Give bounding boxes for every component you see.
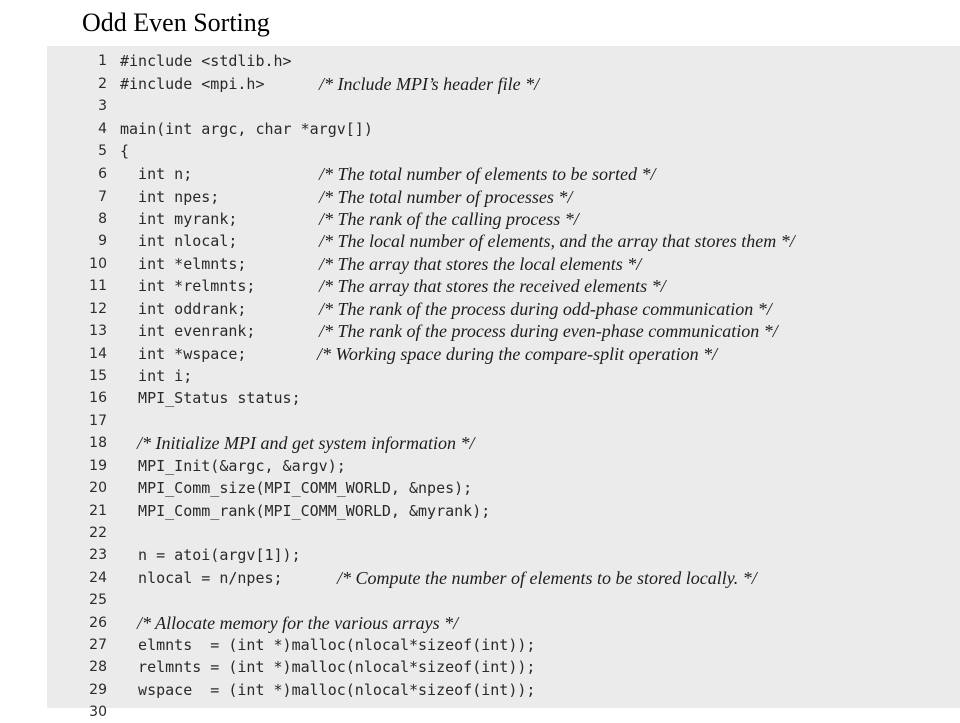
- code-line: [47, 230, 960, 252]
- code-line: [47, 253, 960, 275]
- code-comment: /* Compute the number of elements to be stored locally. */: [337, 568, 757, 588]
- line-number: 30: [89, 704, 107, 720]
- line-number: 29: [89, 682, 107, 698]
- line-number: 27: [89, 637, 107, 653]
- code-line: [47, 432, 960, 454]
- code-text: #include <mpi.h>: [120, 75, 265, 93]
- code-text: {: [120, 142, 130, 160]
- line-number: 23: [89, 547, 107, 563]
- code-listing: [47, 46, 960, 720]
- code-line: [47, 500, 960, 522]
- code-line: [47, 365, 960, 387]
- code-line: [47, 477, 960, 499]
- code-text: int *elmnts;: [120, 255, 247, 273]
- line-number: 21: [89, 503, 107, 519]
- line-number: 25: [89, 592, 107, 608]
- code-line: [47, 343, 960, 365]
- code-line: [47, 95, 960, 117]
- line-number: 11: [89, 278, 107, 294]
- line-number: 5: [98, 143, 107, 159]
- slide-title: Odd Even Sorting: [82, 8, 270, 37]
- line-number: 8: [98, 211, 107, 227]
- code-text: main(int argc, char *argv[]): [120, 120, 373, 138]
- code-line: [47, 275, 960, 297]
- code-line: [47, 701, 960, 723]
- code-text: int npes;: [120, 188, 220, 206]
- line-number: 24: [89, 570, 107, 586]
- code-comment: /* Allocate memory for the various arrays */: [137, 613, 459, 633]
- code-comment: /* The array that stores the local elements */: [319, 254, 642, 274]
- code-text: MPI_Comm_rank(MPI_COMM_WORLD, &myrank);: [120, 502, 491, 520]
- line-number: 18: [89, 435, 107, 451]
- code-line: [47, 163, 960, 185]
- code-line: [47, 410, 960, 432]
- code-comment: /* Include MPI’s header file */: [319, 74, 540, 94]
- line-number: 28: [89, 659, 107, 675]
- code-line: [47, 522, 960, 544]
- code-line: [47, 73, 960, 95]
- line-number: 12: [89, 301, 107, 317]
- code-text: int i;: [120, 367, 193, 385]
- line-number: 9: [98, 233, 107, 249]
- code-line: [47, 298, 960, 320]
- code-line: [47, 140, 960, 162]
- line-number: 20: [89, 480, 107, 496]
- line-number: 16: [89, 390, 107, 406]
- code-line: [47, 656, 960, 678]
- line-number: 13: [89, 323, 107, 339]
- code-line: [47, 567, 960, 589]
- code-line: [47, 387, 960, 409]
- code-text: elmnts = (int *)malloc(nlocal*sizeof(int));: [120, 636, 536, 654]
- line-number: 6: [98, 166, 107, 182]
- line-number: 14: [89, 346, 107, 362]
- code-line: [47, 118, 960, 140]
- code-comment: /* The array that stores the received elements */: [319, 276, 666, 296]
- code-text: int myrank;: [120, 210, 238, 228]
- code-line: [47, 679, 960, 701]
- code-line: [47, 544, 960, 566]
- line-number: 19: [89, 458, 107, 474]
- line-number: 15: [89, 368, 107, 384]
- code-text: #include <stdlib.h>: [120, 52, 292, 70]
- code-comment: /* Working space during the compare-split operation */: [317, 344, 718, 364]
- line-number: 7: [98, 189, 107, 205]
- code-text: int *wspace;: [120, 345, 247, 363]
- code-comment: /* The total number of processes */: [319, 187, 573, 207]
- code-comment: /* The local number of elements, and the array that stores them */: [319, 231, 795, 251]
- code-text: int oddrank;: [120, 300, 247, 318]
- code-text: wspace = (int *)malloc(nlocal*sizeof(int));: [120, 681, 536, 699]
- line-number: 22: [89, 525, 107, 541]
- code-line: [47, 320, 960, 342]
- line-number: 4: [98, 121, 107, 137]
- code-line: [47, 455, 960, 477]
- line-number: 17: [89, 413, 107, 429]
- code-line: [47, 186, 960, 208]
- code-comment: /* The total number of elements to be sorted */: [319, 164, 656, 184]
- code-text: int evenrank;: [120, 322, 256, 340]
- code-text: n = atoi(argv[1]);: [120, 546, 301, 564]
- code-line: [47, 50, 960, 72]
- line-number: 2: [98, 76, 107, 92]
- code-text: MPI_Status status;: [120, 389, 301, 407]
- code-comment: /* Initialize MPI and get system information */: [137, 433, 475, 453]
- line-number: 10: [89, 256, 107, 272]
- code-text: int n;: [120, 165, 193, 183]
- code-text: int nlocal;: [120, 232, 238, 250]
- code-line: [47, 612, 960, 634]
- line-number: 26: [89, 615, 107, 631]
- code-text: MPI_Init(&argc, &argv);: [120, 457, 346, 475]
- code-text: nlocal = n/npes;: [120, 569, 283, 587]
- code-comment: /* The rank of the calling process */: [319, 209, 579, 229]
- code-line: [47, 634, 960, 656]
- line-number: 3: [98, 98, 107, 114]
- code-comment: /* The rank of the process during odd-phase communication */: [319, 299, 772, 319]
- line-number: 1: [98, 53, 107, 69]
- code-comment: /* The rank of the process during even-phase communication */: [319, 321, 778, 341]
- code-text: int *relmnts;: [120, 277, 256, 295]
- code-text: MPI_Comm_size(MPI_COMM_WORLD, &npes);: [120, 479, 473, 497]
- code-text: relmnts = (int *)malloc(nlocal*sizeof(int));: [120, 658, 536, 676]
- code-line: [47, 589, 960, 611]
- code-line: [47, 208, 960, 230]
